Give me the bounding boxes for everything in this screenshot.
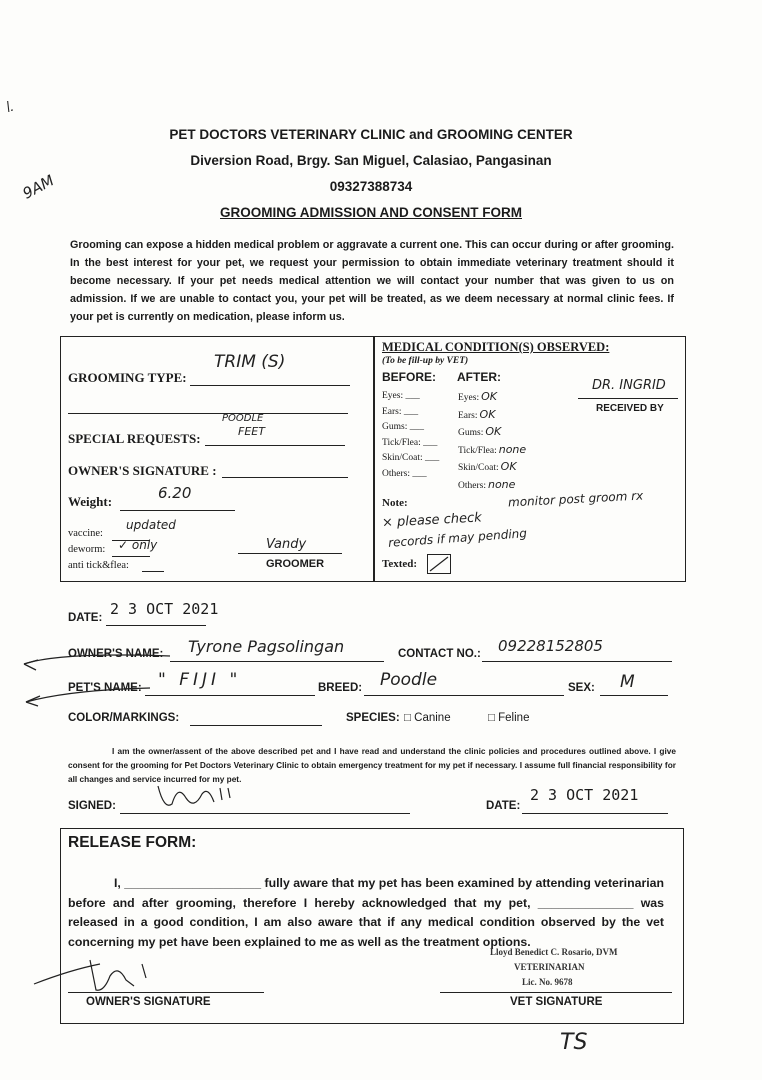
clinic-name: PET DOCTORS VETERINARY CLINIC and GROOMING CENTER — [169, 127, 573, 142]
pet-name-label: PET'S NAME: — [68, 682, 142, 694]
after-item-label: Skin/Coat: — [458, 463, 499, 473]
vet-stamp-license: Lic. No. 9678 — [522, 977, 573, 987]
signed-date-line[interactable] — [522, 813, 668, 814]
form-title: GROOMING ADMISSION AND CONSENT FORM — [220, 205, 522, 220]
release-title: RELEASE FORM: — [68, 834, 197, 851]
note-line-1: monitor post groom rx — [507, 488, 644, 510]
owner-release-line[interactable] — [68, 992, 264, 993]
vet-stamp-title: VETERINARIAN — [514, 962, 585, 972]
deworm-line[interactable] — [112, 556, 150, 557]
owner-name-line[interactable] — [170, 661, 384, 662]
after-item-label: Tick/Flea: — [458, 445, 497, 456]
vet-signature-line[interactable] — [440, 992, 672, 993]
signed-date-label: DATE: — [486, 800, 521, 812]
owner-name-label: OWNER'S NAME: — [68, 648, 164, 660]
sex-label: SEX: — [568, 682, 595, 694]
species-feline-option[interactable]: □ Feline — [488, 712, 530, 724]
special-requests-label: SPECIAL REQUESTS: — [68, 431, 201, 446]
grooming-type-value: TRIM (S) — [214, 352, 286, 372]
after-item-label: Eyes: — [458, 393, 480, 403]
vet-stamp-name: Lloyd Benedict C. Rosario, DVM — [490, 947, 618, 957]
color-markings-line[interactable] — [190, 725, 322, 726]
texted-checkbox[interactable] — [427, 554, 451, 574]
before-item: Tick/Flea: ___ — [382, 437, 438, 448]
owner-name-value: Tyrone Pagsolingan — [188, 637, 345, 656]
note-line-2: × please check — [381, 510, 483, 531]
vaccine-value: updated — [126, 518, 176, 532]
before-label: BEFORE: — [382, 370, 436, 384]
arrow-marks-icon — [20, 642, 180, 712]
contact-line[interactable] — [482, 661, 672, 662]
before-item: Skin/Coat: ___ — [382, 453, 440, 463]
medical-title: MEDICAL CONDITION(S) OBSERVED: — [382, 340, 610, 354]
received-by-name: DR. INGRID — [592, 378, 666, 393]
note-label: Note: — [382, 497, 408, 509]
breed-label: BREED: — [318, 682, 363, 694]
bottom-initials: TS — [560, 1030, 588, 1055]
owner-signature-scribble-icon — [150, 780, 240, 816]
before-item: Gums: ___ — [382, 422, 424, 432]
signed-date-stamp: 2 3 OCT 2021 — [530, 786, 639, 804]
vaccine-label: vaccine: — [68, 528, 103, 539]
contact-label: CONTACT NO.: — [398, 648, 481, 660]
after-item — [458, 477, 526, 495]
after-item-value: OK — [479, 407, 496, 421]
blank-line — [68, 413, 348, 414]
date-label: DATE: — [68, 612, 103, 624]
after-label: AFTER: — [457, 370, 501, 384]
after-item — [458, 407, 526, 425]
color-markings-label: COLOR/MARKINGS: — [68, 712, 180, 724]
clinic-address: Diversion Road, Brgy. San Miguel, Calasiao, Pangasinan — [190, 153, 552, 168]
release-paragraph: I, ____________________ fully aware that my pet has been examined by attending veterinarian before and after grooming, therefore I hereby acknowledged that my pet, ______________ was released in a good condition, I am also aware that if any medical condition observed by the vet concerning my pet have been explained to me as well as the treatment options. — [68, 876, 664, 949]
vet-signature-label: VET SIGNATURE — [510, 996, 603, 1008]
pet-name-value: " FIJI " — [158, 670, 242, 690]
species-label: SPECIES: — [346, 712, 400, 724]
weight-line[interactable] — [120, 510, 235, 511]
groomer-label: GROOMER — [266, 558, 325, 570]
received-by-label: RECEIVED BY — [596, 403, 664, 414]
note-line-3: records if may pending — [387, 526, 528, 550]
breed-value: Poodle — [380, 670, 438, 690]
after-item-value: OK — [500, 460, 517, 473]
medical-subtitle: (To be fill-up by VET) — [382, 356, 469, 366]
before-item: Others: ___ — [382, 468, 427, 479]
after-list — [458, 389, 526, 494]
box-divider — [373, 337, 375, 581]
texted-label: Texted: — [382, 558, 418, 570]
margin-note-time: 9AM — [19, 171, 58, 203]
before-item: Ears: ___ — [382, 406, 419, 417]
deworm-value: ✓ only — [118, 538, 158, 552]
after-item-value: OK — [485, 425, 502, 438]
signed-label: SIGNED: — [68, 800, 116, 812]
owner-release-signature-icon — [30, 956, 180, 996]
after-item-label: Gums: — [458, 428, 484, 438]
owner-release-label: OWNER'S SIGNATURE — [86, 996, 211, 1008]
after-item-label: Others: — [458, 480, 486, 491]
clinic-phone: 09327388734 — [329, 179, 413, 194]
after-item-value: none — [487, 477, 516, 491]
weight-value: 6.20 — [158, 484, 192, 502]
special-requests-line[interactable] — [205, 445, 345, 446]
anti-tick-line[interactable] — [142, 571, 164, 572]
margin-tick-mark: \. — [6, 100, 15, 115]
grooming-type-line[interactable] — [190, 385, 350, 386]
anti-tick-label: anti tick&flea: — [68, 560, 129, 571]
grooming-type-label: GROOMING TYPE: — [68, 370, 187, 385]
sex-line[interactable] — [600, 695, 668, 696]
sex-value: M — [620, 672, 635, 692]
after-item — [458, 424, 526, 442]
owner-signature-label: OWNER'S SIGNATURE : — [68, 463, 217, 478]
owner-signature-line[interactable] — [222, 477, 348, 478]
special-request-value-2: FEET — [238, 425, 265, 438]
breed-line[interactable] — [364, 695, 564, 696]
texted-check-stroke-icon — [428, 555, 450, 573]
after-item — [458, 389, 526, 407]
after-item-value: none — [498, 442, 527, 456]
after-item-value: OK — [481, 390, 497, 403]
date-line[interactable] — [106, 625, 206, 626]
weight-label: Weight: — [68, 494, 113, 509]
species-canine-option[interactable]: □ Canine — [404, 712, 451, 724]
groomer-line — [238, 553, 342, 554]
groomer-name: Vandy — [266, 537, 307, 552]
before-item: Eyes: ___ — [382, 391, 420, 401]
after-item — [458, 442, 526, 460]
special-request-value-1: POODLE — [222, 413, 264, 424]
contact-value: 09228152805 — [498, 637, 603, 655]
after-item — [458, 459, 526, 477]
intro-paragraph: Grooming can expose a hidden medical problem or aggravate a current one. This can occur during or after grooming. In the best interest for your pet, we request your permission to obtain immediate veterinary treatment should it become necessary. If your pet needs medical attention we will contact your number that was given to us on admission. If we are unable to contact you, your pet will be treated, as we deem necessary at normal clinic fees. If your pet is currently on medication, please inform us. — [70, 239, 674, 323]
after-item-label: Ears: — [458, 410, 478, 421]
deworm-label: deworm: — [68, 544, 106, 555]
before-list — [382, 389, 439, 482]
date-stamp: 2 3 OCT 2021 — [110, 600, 219, 618]
received-by-line — [578, 398, 678, 399]
consent-paragraph: I am the owner/assent of the above described pet and I have read and understand the clinic policies and procedures outlined above. I give consent for the grooming for Pet Doctors Veterinary Clinic to obtain emergency treatment for my pet if necessary. I assume full financial responsibility for all changes and service incurred for my pet. — [68, 746, 676, 784]
